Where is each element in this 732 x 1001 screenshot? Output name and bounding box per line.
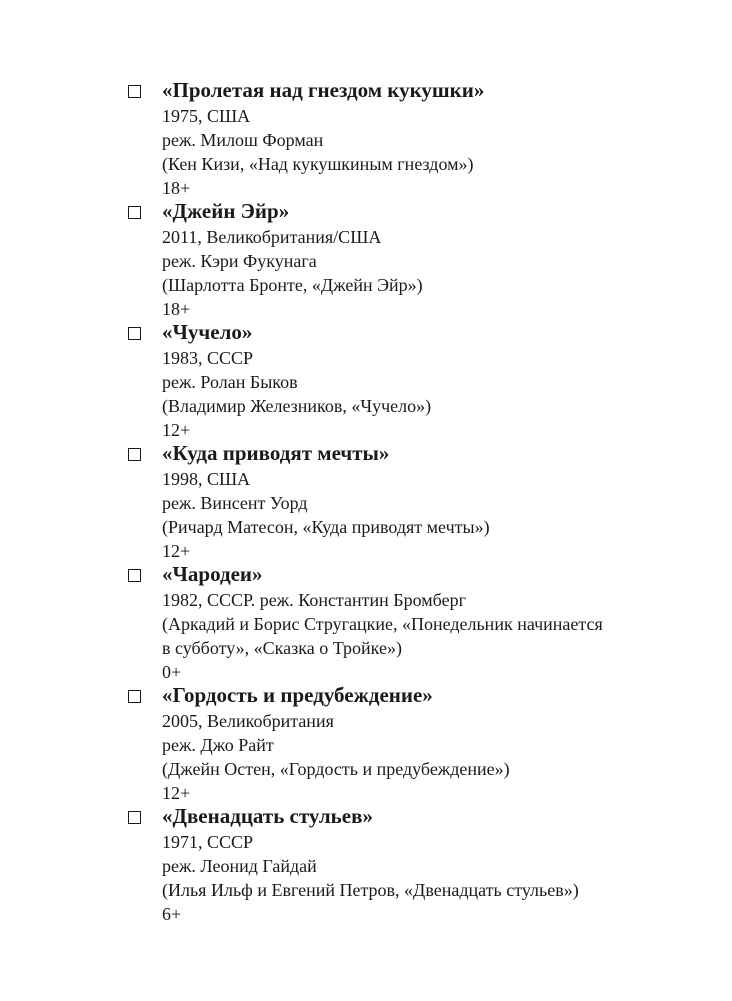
checkbox-icon[interactable] xyxy=(128,85,141,98)
film-year-country: 2011, Великобритания/США xyxy=(162,227,382,247)
checkbox-icon[interactable] xyxy=(128,690,141,703)
checkbox-icon[interactable] xyxy=(128,206,141,219)
film-age-rating: 12+ xyxy=(162,783,191,803)
film-age-rating: 12+ xyxy=(162,541,191,561)
film-year-country: 1983, СССР xyxy=(162,348,254,368)
film-year-country: 2005, Великобритания xyxy=(162,711,334,731)
film-director: реж. Кэри Фукунага xyxy=(162,251,317,271)
film-director: реж. Милош Форман xyxy=(162,130,324,150)
film-source: (Владимир Железников, «Чучело») xyxy=(162,396,432,416)
film-year-country: 1971, СССР xyxy=(162,832,254,852)
film-entry xyxy=(128,439,708,563)
film-title: «Гордость и предубеждение» xyxy=(162,683,433,707)
film-entry xyxy=(128,318,708,442)
film-year-country: 1998, США xyxy=(162,469,251,489)
film-title: «Куда приводят мечты» xyxy=(162,441,390,465)
film-age-rating: 6+ xyxy=(162,904,182,924)
film-title: «Чучело» xyxy=(162,320,253,344)
film-title: «Двенадцать стульев» xyxy=(162,804,373,828)
film-entry xyxy=(128,197,708,321)
film-year-country-director: 1982, СССР. реж. Константин Бромберг xyxy=(162,590,466,610)
film-age-rating: 18+ xyxy=(162,178,191,198)
film-director: реж. Леонид Гайдай xyxy=(162,856,317,876)
film-source: (Кен Кизи, «Над кукушкиным гнездом») xyxy=(162,154,474,174)
film-source-continued: в субботу», «Сказка о Тройке») xyxy=(162,638,402,658)
film-entry xyxy=(128,802,708,926)
film-entry xyxy=(128,681,708,805)
film-director: реж. Ролан Быков xyxy=(162,372,298,392)
film-title: «Джейн Эйр» xyxy=(162,199,290,223)
film-title: «Пролетая над гнездом кукушки» xyxy=(162,78,485,102)
checkbox-icon[interactable] xyxy=(128,569,141,582)
film-source: (Илья Ильф и Евгений Петров, «Двенадцать стульев») xyxy=(162,880,579,900)
film-age-rating: 12+ xyxy=(162,420,191,440)
film-age-rating: 0+ xyxy=(162,662,182,682)
film-entry xyxy=(128,76,708,200)
film-entry xyxy=(128,560,708,684)
film-director: реж. Винсент Уорд xyxy=(162,493,308,513)
film-source: (Джейн Остен, «Гордость и предубеждение») xyxy=(162,759,510,779)
film-source: (Аркадий и Борис Стругацкие, «Понедельник начинается xyxy=(162,614,603,634)
film-year-country: 1975, США xyxy=(162,106,251,126)
checkbox-icon[interactable] xyxy=(128,327,141,340)
film-source: (Ричард Матесон, «Куда приводят мечты») xyxy=(162,517,490,537)
checkbox-icon[interactable] xyxy=(128,448,141,461)
checkbox-icon[interactable] xyxy=(128,811,141,824)
film-director: реж. Джо Райт xyxy=(162,735,274,755)
film-title: «Чародеи» xyxy=(162,562,263,586)
film-age-rating: 18+ xyxy=(162,299,191,319)
film-source: (Шарлотта Бронте, «Джейн Эйр») xyxy=(162,275,423,295)
